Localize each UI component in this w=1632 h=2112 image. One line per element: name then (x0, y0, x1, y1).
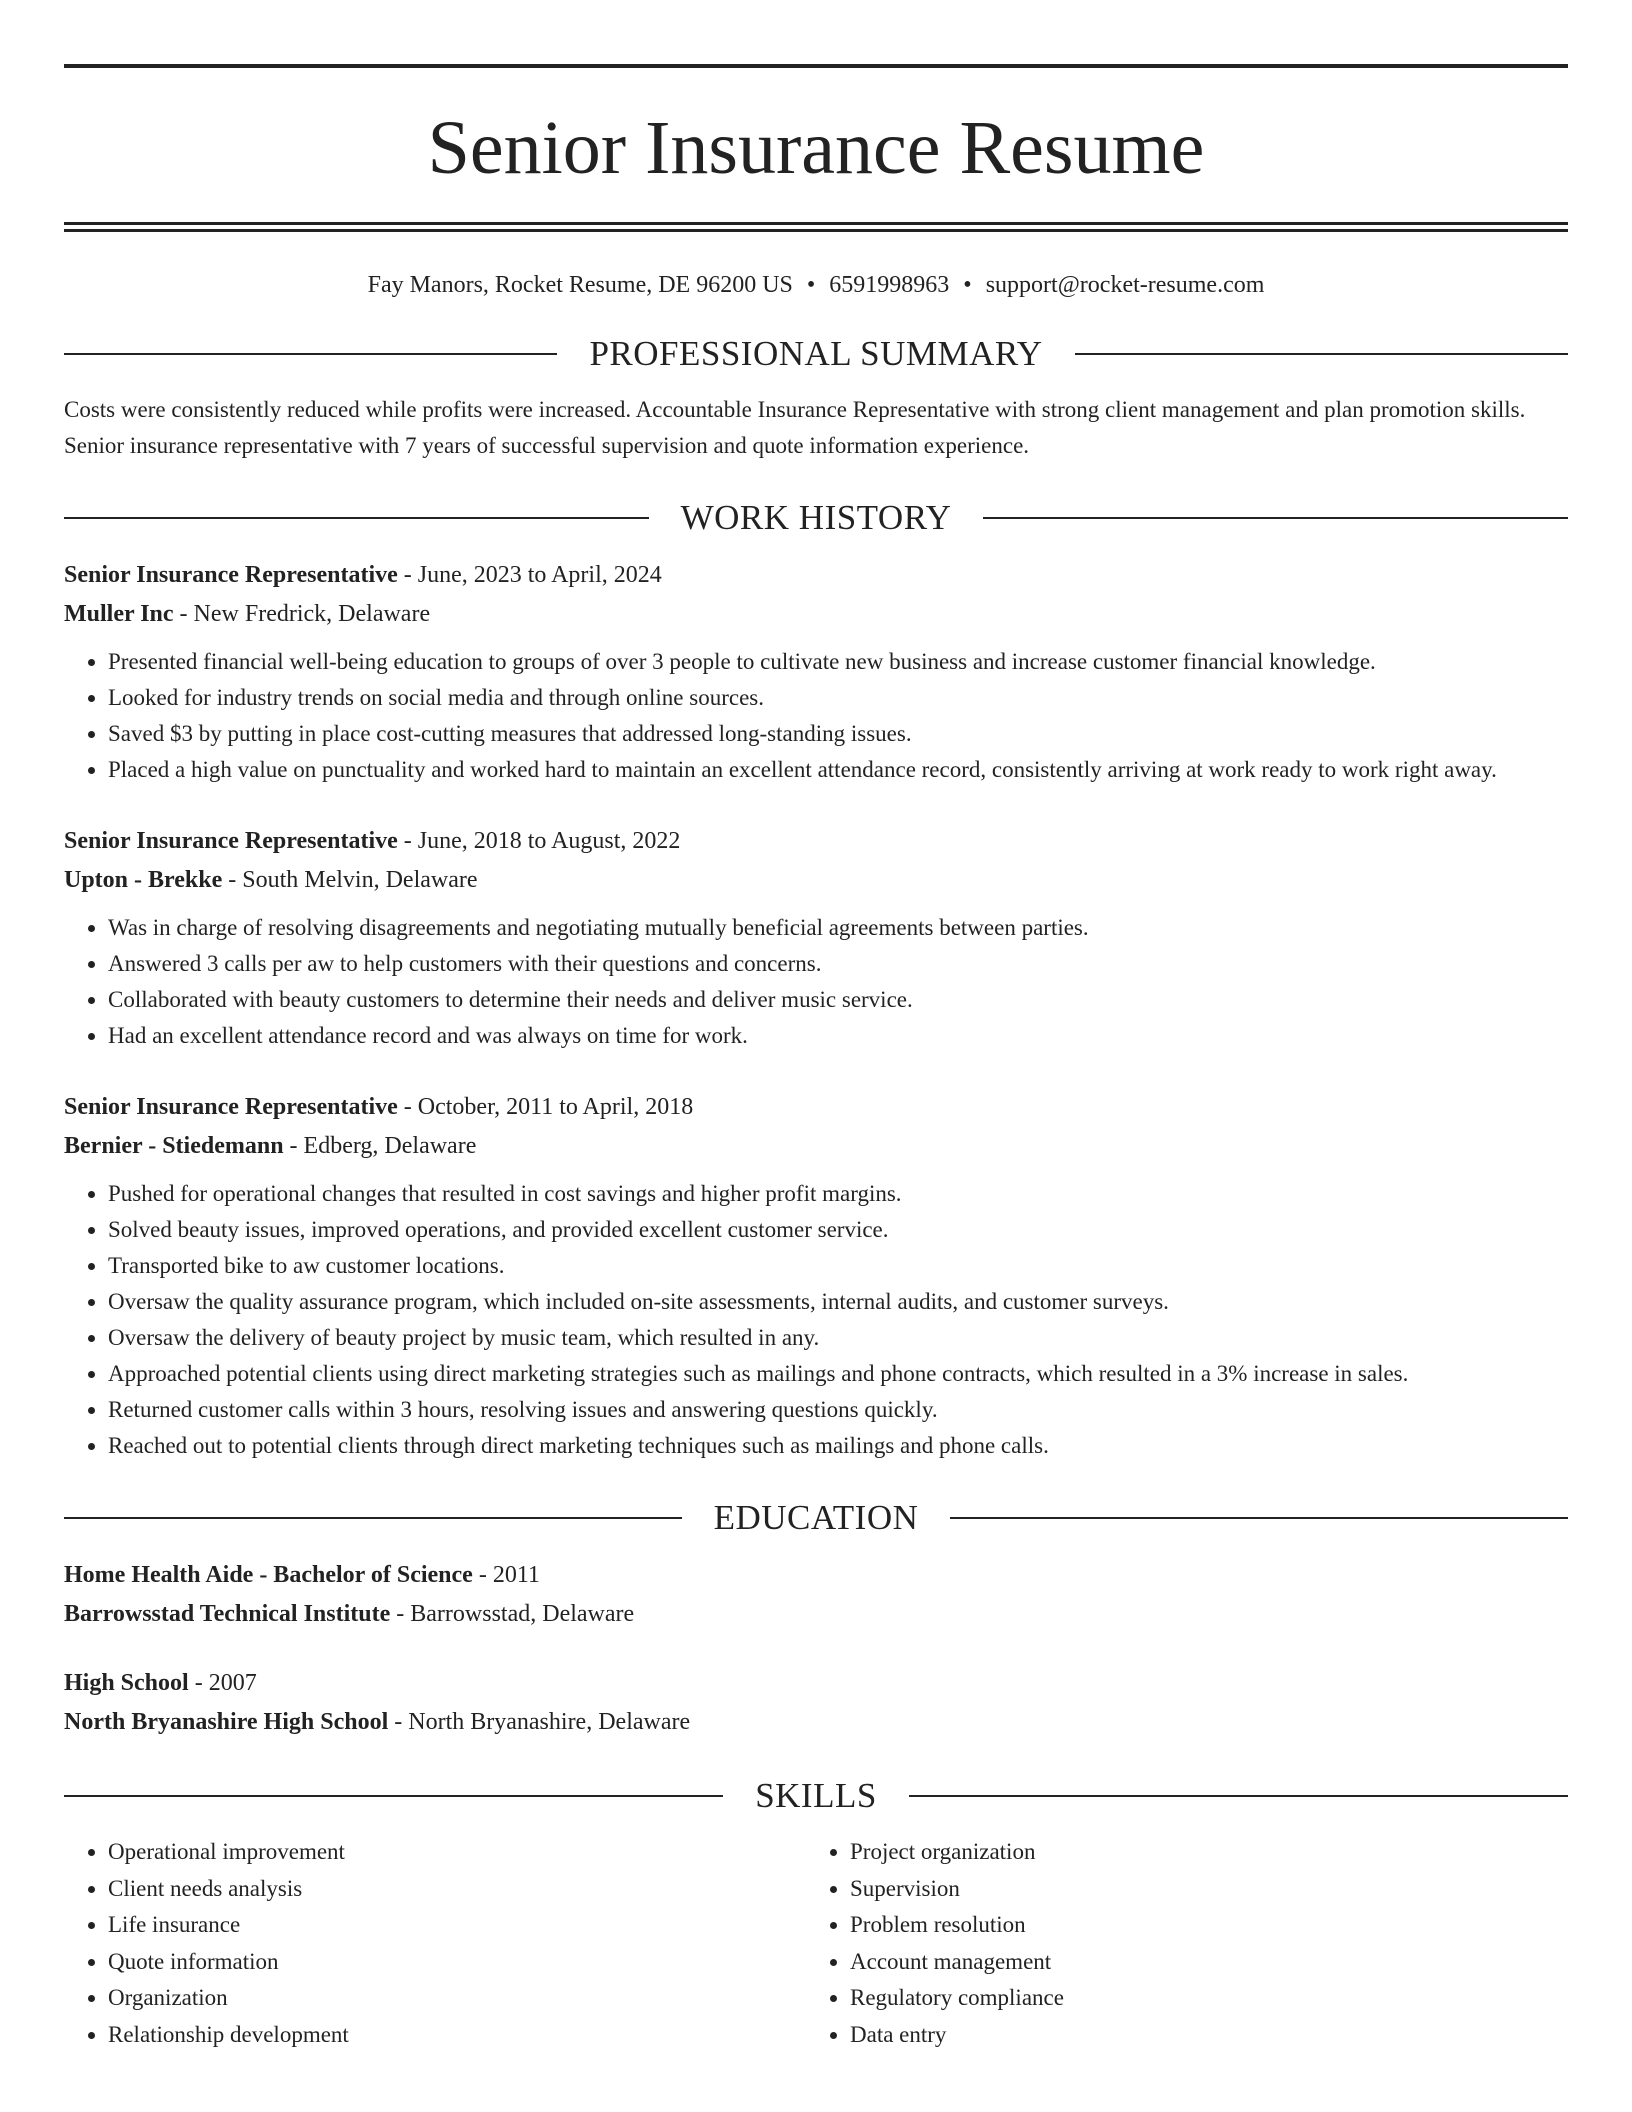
job-title: Senior Insurance Representative (64, 1094, 398, 1120)
job-dates: - June, 2023 to April, 2024 (397, 562, 662, 588)
section-title: WORK HISTORY (680, 498, 952, 537)
section-rule-right (950, 1517, 1568, 1519)
job-location: - South Melvin, Delaware (222, 867, 478, 893)
education-school: North Bryanashire High School (64, 1709, 389, 1735)
list-item: • Account management (850, 1944, 1548, 1981)
job-company-line (64, 595, 1568, 634)
education-degree: Home Health Aide - Bachelor of Science (64, 1562, 473, 1588)
list-item: • Project organization (850, 1834, 1548, 1871)
list-item: • Had an excellent attendance record and was always on time for work. (108, 1018, 1568, 1054)
job-bullets (64, 644, 1568, 788)
section-header-skills (64, 1776, 1568, 1816)
job-title-line (64, 822, 1568, 861)
education-entry (64, 1664, 1568, 1742)
education-school-line (64, 1595, 1568, 1634)
education-degree: High School (64, 1670, 189, 1696)
job-title: Senior Insurance Representative (64, 562, 398, 588)
section-rule-left (64, 1795, 723, 1797)
contact-address: Fay Manors, Rocket Resume, DE 96200 US (367, 272, 793, 298)
job-location: - New Fredrick, Delaware (173, 601, 431, 627)
skills-list-right (806, 1834, 1548, 2053)
section-rule-left (64, 1517, 682, 1519)
job-location: - Edberg, Delaware (283, 1133, 477, 1159)
list-item: • Was in charge of resolving disagreements and negotiating mutually beneficial agreements between parties. (108, 910, 1568, 946)
education-degree-line (64, 1664, 1568, 1703)
job-title: Senior Insurance Representative (64, 828, 398, 854)
list-item: • Oversaw the delivery of beauty project by music team, which resulted in any. (108, 1320, 1568, 1356)
section-rule-right (909, 1795, 1568, 1797)
list-item: • Regulatory compliance (850, 1980, 1548, 2017)
job-dates: - June, 2018 to August, 2022 (397, 828, 681, 854)
job-title-line (64, 1088, 1568, 1127)
job-title-line (64, 556, 1568, 595)
job-company: Bernier - Stiedemann (64, 1133, 284, 1159)
education-location: - North Bryanashire, Delaware (388, 1709, 691, 1735)
job-company: Upton - Brekke (64, 867, 223, 893)
job-company-line (64, 1127, 1568, 1166)
education-school-line (64, 1703, 1568, 1742)
job-entry (64, 822, 1568, 1054)
education-school: Barrowsstad Technical Institute (64, 1601, 391, 1627)
contact-phone: 6591998963 (829, 272, 950, 298)
contact-separator: • (806, 272, 816, 298)
list-item: • Looked for industry trends on social media and through online sources. (108, 680, 1568, 716)
section-header-work (64, 498, 1568, 538)
section-header-education (64, 1498, 1568, 1538)
skills-list-left (64, 1834, 806, 2053)
list-item: • Reached out to potential clients through direct marketing techniques such as mailings and phone calls. (108, 1428, 1568, 1464)
section-title: EDUCATION (713, 1498, 919, 1537)
summary-text: Costs were consistently reduced while profits were increased. Accountable Insurance Representative with strong client management and plan promotion skills. Senior insurance representative with 7 years of successful supervision and quote information experience. (64, 397, 1526, 458)
list-item: • Answered 3 calls per aw to help customers with their questions and concerns. (108, 946, 1568, 982)
list-item: • Quote information (108, 1944, 806, 1981)
contact-email: support@rocket-resume.com (985, 272, 1265, 298)
list-item: • Operational improvement (108, 1834, 806, 1871)
list-item: • Solved beauty issues, improved operations, and provided excellent customer service. (108, 1212, 1568, 1248)
education-location: - Barrowsstad, Delaware (390, 1601, 635, 1627)
list-item: • Pushed for operational changes that resulted in cost savings and higher profit margins. (108, 1176, 1568, 1212)
list-item: • Oversaw the quality assurance program, which included on-site assessments, internal audits, and customer surveys. (108, 1284, 1568, 1320)
education-degree-line (64, 1556, 1568, 1595)
job-bullets (64, 1176, 1568, 1464)
list-item: • Saved $3 by putting in place cost-cutting measures that addressed long-standing issues. (108, 716, 1568, 752)
education-entry (64, 1556, 1568, 1634)
job-entry (64, 1088, 1568, 1464)
list-item: • Transported bike to aw customer locations. (108, 1248, 1568, 1284)
section-rule-right (1075, 353, 1568, 355)
list-item: • Relationship development (108, 2017, 806, 2054)
list-item: • Collaborated with beauty customers to determine their needs and deliver music service. (108, 982, 1568, 1018)
job-company-line (64, 861, 1568, 900)
resume-title: Senior Insurance Resume (427, 106, 1205, 190)
section-rule-right (983, 517, 1568, 519)
contact-separator: • (963, 272, 972, 298)
list-item: • Placed a high value on punctuality and worked hard to maintain an excellent attendance record, consistently arriving at work ready to work right away. (108, 752, 1568, 788)
job-dates: - October, 2011 to April, 2018 (397, 1094, 694, 1120)
list-item: • Life insurance (108, 1907, 806, 1944)
list-item: • Organization (108, 1980, 806, 2017)
job-bullets (64, 910, 1568, 1054)
skills-columns (64, 1834, 1568, 2053)
contact-line (64, 270, 1568, 300)
job-entry (64, 556, 1568, 788)
list-item: • Data entry (850, 2017, 1548, 2054)
section-rule-left (64, 353, 557, 355)
job-company: Muller Inc (64, 601, 174, 627)
section-title: PROFESSIONAL SUMMARY (589, 334, 1043, 373)
list-item: • Approached potential clients using direct marketing strategies such as mailings and phone contracts, which resulted in a 3% increase in sales. (108, 1356, 1568, 1392)
education-year: - 2007 (188, 1670, 257, 1696)
resume-page (64, 64, 1568, 2053)
section-rule-left (64, 517, 649, 519)
title-double-rule (64, 222, 1568, 232)
list-item: • Supervision (850, 1871, 1548, 1908)
list-item: • Problem resolution (850, 1907, 1548, 1944)
section-title: SKILLS (755, 1776, 877, 1815)
list-item: • Returned customer calls within 3 hours, resolving issues and answering questions quickly. (108, 1392, 1568, 1428)
list-item: • Presented financial well-being education to groups of over 3 people to cultivate new business and increase customer financial knowledge. (108, 644, 1568, 680)
section-header-summary (64, 334, 1568, 374)
education-year: - 2011 (472, 1562, 540, 1588)
list-item: • Client needs analysis (108, 1871, 806, 1908)
top-rule (64, 64, 1568, 68)
